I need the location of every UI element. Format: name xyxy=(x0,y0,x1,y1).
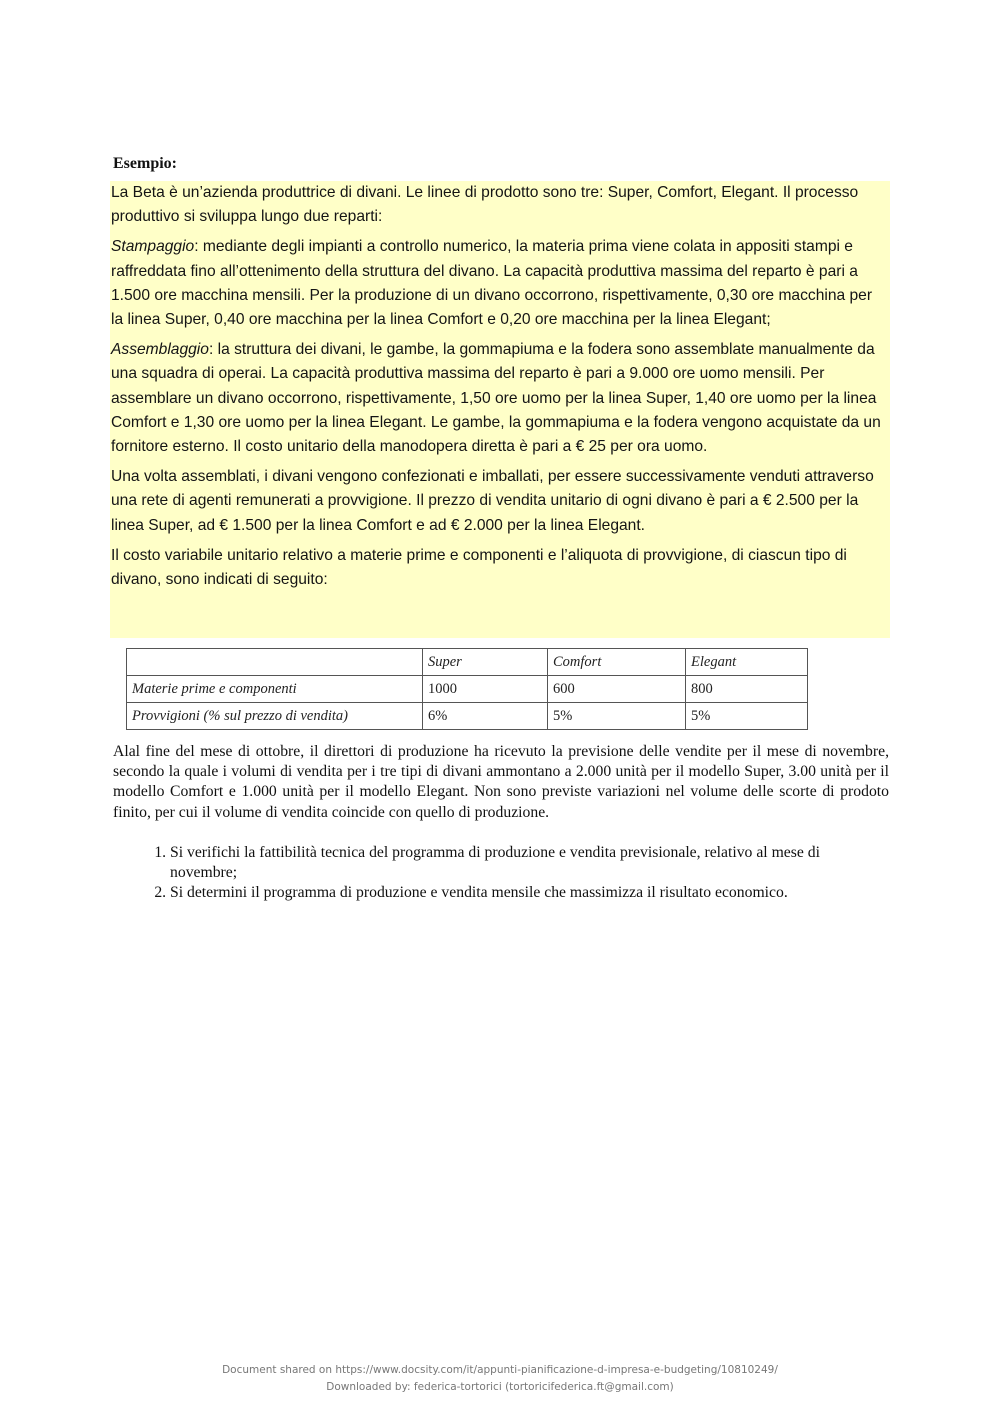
table-cell: 5% xyxy=(686,703,808,730)
vendita-paragraph: Una volta assemblati, i divani vengono confezionati e imballati, per essere successivamente venduti attraverso una rete di agenti remunerati a provvigione. Il prezzo di vendita unitario di ogni divano è pari a € 2.500 per la linea Super, ad € 1.500 per la linea Comfort e ad € 2.000 per la linea Elegant. xyxy=(111,468,874,534)
table-header-cell xyxy=(127,649,423,676)
table-header-cell: Elegant xyxy=(686,649,808,676)
footer-downloaded-by: Downloaded by: federica-tortorici (tortoricifederica.ft@gmail.com) xyxy=(326,1381,674,1393)
table-row xyxy=(127,703,808,730)
forecast-paragraph: Alal fine del mese di ottobre, il direttori di produzione ha ricevuto la previsione delle vendite per il mese di novembre, secondo la quale i volumi di vendita per i tre tipi di divani ammontano a 2.000 unità per il modello Super, 3.00 unità per il modello Comfort e 1.000 unità per il modello Elegant. Non sono previste variazioni nel volume delle scorte di prodoto finito, per cui il volume di vendita coincide con quello di produzione. xyxy=(113,743,889,821)
table-cell: 6% xyxy=(423,703,548,730)
table-cell: 1000 xyxy=(423,676,548,703)
table-row xyxy=(127,676,808,703)
stampaggio-paragraph xyxy=(111,235,888,332)
table-header-row xyxy=(127,649,808,676)
stampaggio-term: Stampaggio xyxy=(111,238,195,256)
list-item: 1. Si verifichi la fattibilità tecnica del programma di produzione e vendita previsionale, relativo al mese di novembre; xyxy=(170,843,889,883)
assemblaggio-text: : la struttura dei divani, le gambe, la gommapiuma e la fodera sono assemblate manualmente da una squadra di operai. La capacità produttiva massima del reparto è pari a 9.000 ore uomo mensili. Per assemblare un divano occorrono, rispettivamente, 1,50 ore uomo per la linea Super, 1,40 ore uomo per la linea Comfort e 1,30 ore uomo per la linea Elegant. Le gambe, la gommapiuma e la fodera vengono acquistate da un fornitore esterno. Il costo unitario della manodopera diretta è pari a € 25 per ora uomo. xyxy=(111,341,881,456)
costo-paragraph: Il costo variabile unitario relativo a materie prime e componenti e l’aliquota di provvigione, di ciascun tipo di divano, sono indicati di seguito: xyxy=(111,546,847,589)
cost-table xyxy=(126,648,808,730)
stampaggio-text: : mediante degli impianti a controllo numerico, la materia prima viene colata in appositi stampi e raffreddata fino all’ottenimento della struttura del divano. La capacità produttiva massima del reparto è pari a 1.500 ore macchina mensili. Per la produzione di un divano occorrono, rispettivamente, 0,30 ore macchina per la linea Super, 0,40 ore macchina per la linea Comfort e 0,20 ore macchina per la linea Elegant; xyxy=(111,238,873,329)
table-cell: 600 xyxy=(548,676,686,703)
list-item: 2. Si determini il programma di produzione e vendita mensile che massimizza il risultato economico. xyxy=(170,883,889,903)
table-header-cell: Comfort xyxy=(548,649,686,676)
table-cell: Materie prime e componenti xyxy=(127,676,423,703)
highlighted-problem-text xyxy=(110,181,890,638)
assemblaggio-term: Assemblaggio xyxy=(111,341,209,359)
intro-paragraph: La Beta è un’azienda produttrice di divani. Le linee di prodotto sono tre: Super, Comfort, Elegant. Il processo produttivo si sviluppa lungo due reparti: xyxy=(111,184,859,226)
task-list xyxy=(113,843,889,903)
assemblaggio-paragraph xyxy=(111,338,888,459)
table-cell: 800 xyxy=(686,676,808,703)
footer-shared-link[interactable]: Document shared on https://www.docsity.com/it/appunti-pianificazione-d-impresa-e-budgeting/10810249/ xyxy=(222,1364,778,1376)
table-header-cell: Super xyxy=(423,649,548,676)
table-cell: Provvigioni (% sul prezzo di vendita) xyxy=(127,703,423,730)
example-heading: Esempio: xyxy=(113,155,177,172)
table-cell: 5% xyxy=(548,703,686,730)
